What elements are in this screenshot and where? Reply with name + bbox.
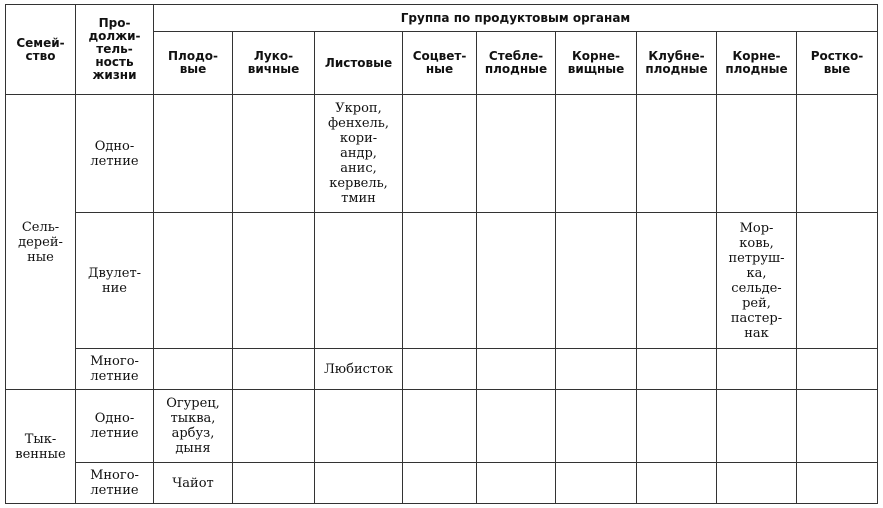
header-lifespan: Про- должи- тель- ность жизни <box>76 5 154 95</box>
table-cell <box>403 463 477 504</box>
table-cell <box>233 213 315 349</box>
table-cell <box>717 463 797 504</box>
table-cell <box>717 349 797 390</box>
table-cell <box>556 213 637 349</box>
table-cell <box>637 213 717 349</box>
header-organ-fruit: Плодо- вые <box>154 32 233 95</box>
header-organ-stem-fruit: Стебле- плодные <box>477 32 556 95</box>
table-row <box>6 463 878 504</box>
table-cell <box>797 213 878 349</box>
table-cell <box>637 390 717 463</box>
table-cell <box>556 390 637 463</box>
table-cell <box>403 95 477 213</box>
table-cell <box>154 213 233 349</box>
table-row <box>6 95 878 213</box>
table-cell <box>403 390 477 463</box>
table-cell <box>154 95 233 213</box>
lifespan-cell: Много- летние <box>76 349 154 390</box>
table-cell <box>797 349 878 390</box>
table-cell <box>315 463 403 504</box>
table-cell <box>403 349 477 390</box>
table-cell: Чайот <box>154 463 233 504</box>
lifespan-cell: Одно- летние <box>76 95 154 213</box>
table-cell <box>797 390 878 463</box>
lifespan-cell: Много- летние <box>76 463 154 504</box>
table-cell <box>717 95 797 213</box>
header-organ-rhizome: Корне- вищные <box>556 32 637 95</box>
table-cell <box>315 213 403 349</box>
table-cell <box>477 95 556 213</box>
header-product-group: Группа по продуктовым органам <box>154 5 878 32</box>
table-cell <box>403 213 477 349</box>
header-organ-root: Корне- плодные <box>717 32 797 95</box>
table-cell: Огурец, тыква, арбуз, дыня <box>154 390 233 463</box>
table-cell: Мор- ковь, петруш- ка, сельде- рей, пастер- нак <box>717 213 797 349</box>
table-cell <box>233 390 315 463</box>
header-organ-tuber: Клубне- плодные <box>637 32 717 95</box>
header-organ-bulb: Луко- вичные <box>233 32 315 95</box>
table-cell <box>717 390 797 463</box>
table-cell <box>637 95 717 213</box>
table-cell <box>477 213 556 349</box>
table-cell <box>233 463 315 504</box>
table-cell <box>477 463 556 504</box>
table-cell <box>477 390 556 463</box>
table-cell <box>315 390 403 463</box>
table-cell: Укроп, фенхель, кори- андр, анис, кервель, тмин <box>315 95 403 213</box>
table-cell <box>233 95 315 213</box>
table-cell <box>556 463 637 504</box>
table-cell <box>556 349 637 390</box>
table-row <box>6 349 878 390</box>
lifespan-cell: Двулет- ние <box>76 213 154 349</box>
table-cell <box>556 95 637 213</box>
header-organ-inflorescence: Соцвет- ные <box>403 32 477 95</box>
table-cell <box>233 349 315 390</box>
table-cell <box>797 95 878 213</box>
table-row <box>6 213 878 349</box>
family-cell: Тык- венные <box>6 390 76 504</box>
table-cell <box>477 349 556 390</box>
table-cell <box>637 349 717 390</box>
table-cell <box>637 463 717 504</box>
table-row <box>6 390 878 463</box>
vegetable-classification-table <box>5 4 878 504</box>
lifespan-cell: Одно- летние <box>76 390 154 463</box>
header-family: Семей- ство <box>6 5 76 95</box>
table-cell <box>797 463 878 504</box>
header-organ-leaf: Листовые <box>315 32 403 95</box>
table-cell: Любисток <box>315 349 403 390</box>
family-cell: Сель- дерей- ные <box>6 95 76 390</box>
table-cell <box>154 349 233 390</box>
header-organ-sprout: Ростко- вые <box>797 32 878 95</box>
